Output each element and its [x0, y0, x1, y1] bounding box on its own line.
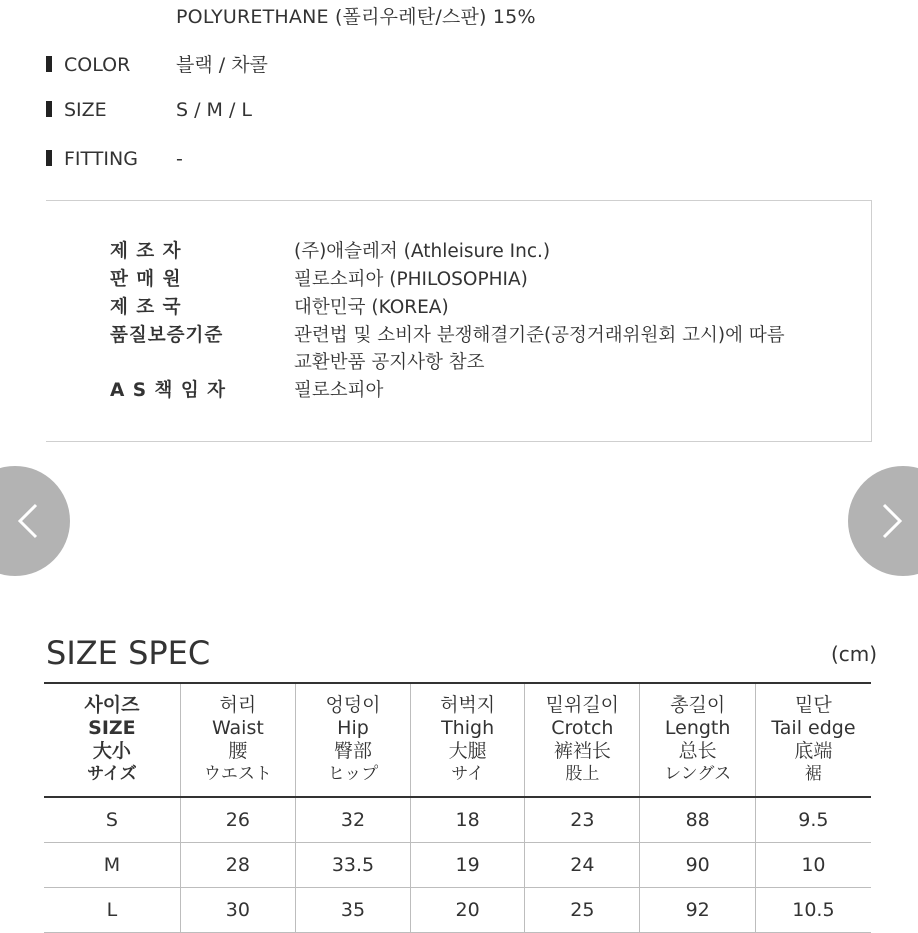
header-waist: 허리 Waist 腰 ウエスト: [180, 683, 295, 797]
chevron-left-icon: [10, 501, 50, 541]
cell-waist: 30: [180, 888, 295, 933]
cell-crotch: 24: [525, 843, 640, 888]
next-button[interactable]: [848, 466, 918, 576]
header-size: 사이즈 SIZE 大小 サイズ: [44, 683, 180, 797]
cell-crotch: 23: [525, 797, 640, 843]
info-key: 제 조 자: [110, 241, 182, 262]
spec-row-color: [46, 50, 268, 80]
spec-row-size: [46, 99, 252, 129]
info-value: (주)애슬레저 (Athleisure Inc.): [294, 241, 551, 262]
info-key: A S 책 임 자: [110, 380, 227, 401]
header-crotch: 밑위길이 Crotch 裤裆长 股上: [525, 683, 640, 797]
cell-waist: 28: [180, 843, 295, 888]
cell-size: M: [44, 843, 180, 888]
product-info-box: [46, 200, 872, 442]
cell-size: S: [44, 797, 180, 843]
cell-crotch: 25: [525, 888, 640, 933]
size-spec-title: SIZE SPEC: [46, 634, 211, 672]
cell-tail-edge: 10: [755, 843, 871, 888]
spec-value: 블랙 / 차콜: [176, 54, 268, 76]
cell-thigh: 20: [411, 888, 525, 933]
spec-label: COLOR: [64, 54, 131, 76]
header-thigh: 허벅지 Thigh 大腿 サイ: [411, 683, 525, 797]
info-key: 제 조 국: [110, 297, 182, 318]
info-value: 필로소피아 (PHILOSOPHIA): [294, 269, 528, 290]
cell-length: 88: [640, 797, 755, 843]
size-spec-unit: (cm): [831, 642, 878, 666]
cell-waist: 26: [180, 797, 295, 843]
cell-size: L: [44, 888, 180, 933]
info-value: 관련법 및 소비자 분쟁해결기준(공정거래위원회 고시)에 따름: [294, 325, 785, 346]
header-hip: 엉덩이 Hip 臀部 ヒップ: [295, 683, 410, 797]
cell-tail-edge: 10.5: [755, 888, 871, 933]
cell-length: 92: [640, 888, 755, 933]
bullet-marker: [46, 56, 52, 72]
info-key: 판 매 원: [110, 269, 182, 290]
spec-row-fitting: [46, 148, 183, 178]
chevron-right-icon: [870, 501, 910, 541]
header-length: 총길이 Length 总长 レングス: [640, 683, 755, 797]
material-line: POLYURETHANE (폴리우레탄/스판) 15%: [176, 6, 536, 28]
table-header-row: [44, 683, 871, 797]
cell-thigh: 19: [411, 843, 525, 888]
info-value: 필로소피아: [294, 380, 384, 401]
spec-label: FITTING: [64, 148, 138, 170]
table-row: [44, 843, 871, 888]
info-key: 품질보증기준: [110, 325, 224, 346]
spec-value: S / M / L: [176, 99, 252, 121]
info-value: 교환반품 공지사항 참조: [294, 352, 485, 373]
cell-thigh: 18: [411, 797, 525, 843]
cell-hip: 35: [295, 888, 410, 933]
table-row: [44, 797, 871, 843]
bullet-marker: [46, 101, 52, 117]
spec-value: -: [176, 148, 183, 170]
cell-tail-edge: 9.5: [755, 797, 871, 843]
cell-hip: 33.5: [295, 843, 410, 888]
prev-button[interactable]: [0, 466, 70, 576]
info-value: 대한민국 (KOREA): [294, 297, 449, 318]
size-spec-table: [44, 682, 871, 933]
cell-length: 90: [640, 843, 755, 888]
bullet-marker: [46, 150, 52, 166]
spec-label: SIZE: [64, 99, 107, 121]
table-row: [44, 888, 871, 933]
cell-hip: 32: [295, 797, 410, 843]
header-tail-edge: 밑단 Tail edge 底端 裾: [755, 683, 871, 797]
